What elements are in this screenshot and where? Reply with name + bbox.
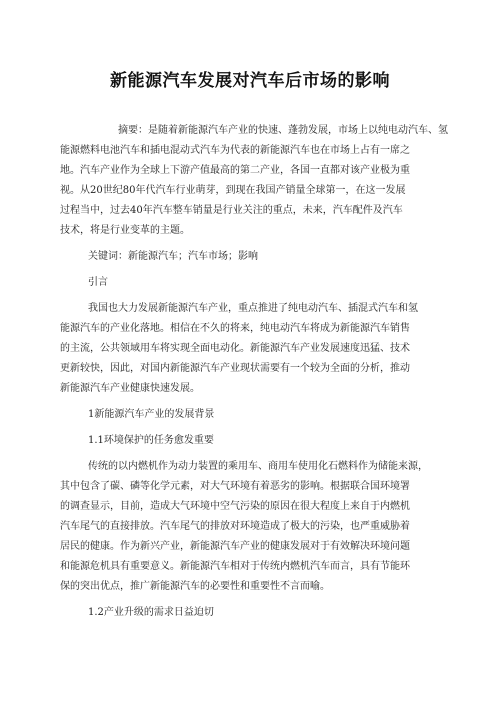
intro-line: 我国也大力发展新能源汽车产业，重点推进了纯电动汽车、插混式汽车和氢 [88, 303, 418, 314]
intro-line: 新能源汽车产业健康快速发展。 [60, 383, 200, 394]
section-1-1-line: 的调查显示，目前，造成大气环境中空气污染的原因在很大程度上来自于内燃机 [60, 501, 410, 512]
abstract-paragraph [60, 121, 448, 241]
abstract-line: 地。汽车产业作为全球上下游产值最高的第二产业，各国一直都对该产业极为重 [60, 165, 410, 176]
section-1-1-heading: 1.1环境保护的任务愈发重要 [88, 435, 214, 446]
document-title: 新能源汽车发展对汽车后市场的影响 [110, 71, 390, 91]
intro-heading: 引言 [88, 277, 108, 288]
abstract-line: 摘要：是随着新能源汽车产业的快速、蓬勃发展，市场上以纯电动汽车、氢 [118, 125, 448, 136]
intro-line: 能源汽车的产业化落地。相信在不久的将来，纯电动汽车将成为新能源汽车销售 [60, 323, 410, 334]
section-1-1-line: 居民的健康。作为新兴产业，新能源汽车产业的健康发展对于有效解决环境问题 [60, 541, 410, 552]
intro-line: 的主流，公共领域用车将实现全面电动化。新能源汽车产业发展速度迅猛、技术 [60, 343, 410, 354]
section-1-1-line: 保的突出优点，推广新能源汽车的必要性和重要性不言而喻。 [60, 581, 330, 592]
section-1-1-line: 和能源危机具有重要意义。新能源汽车相对于传统内燃机汽车而言，具有节能环 [60, 561, 410, 572]
section-1-1-line: 传统的以内燃机作为动力装置的乘用车、商用车使用化石燃料作为储能来源， [88, 461, 428, 472]
section-1-heading: 1新能源汽车产业的发展背景 [88, 409, 215, 420]
abstract-line: 技术，将是行业变革的主题。 [60, 225, 190, 236]
intro-paragraph [60, 299, 440, 399]
section-1-1-paragraph [60, 457, 440, 597]
section-1-1-line: 其中包含了碳、磷等化学元素，对大气环境有着恶劣的影响。根据联合国环境署 [60, 481, 410, 492]
section-1-2-heading: 1.2产业升级的需求日益迫切 [88, 607, 214, 618]
abstract-line: 过程当中，过去40年汽车整车销量是行业关注的重点，未来，汽车配件及汽车 [60, 205, 403, 216]
abstract-line: 能源燃料电池汽车和插电混动式汽车为代表的新能源汽车也在市场上占有一席之 [60, 145, 410, 156]
intro-line: 更新较快，因此，对国内新能源汽车产业现状需要有一个较为全面的分析，推动 [60, 363, 410, 374]
keywords: 关键词：新能源汽车；汽车市场；影响 [88, 251, 258, 262]
abstract-line: 视。从20世纪80年代汽车行业萌芽，到现在我国产销量全球第一，在这一发展 [60, 185, 406, 196]
section-1-1-line: 汽车尾气的直接排放。汽车尾气的排放对环境造成了极大的污染，也严重威胁着 [60, 521, 410, 532]
